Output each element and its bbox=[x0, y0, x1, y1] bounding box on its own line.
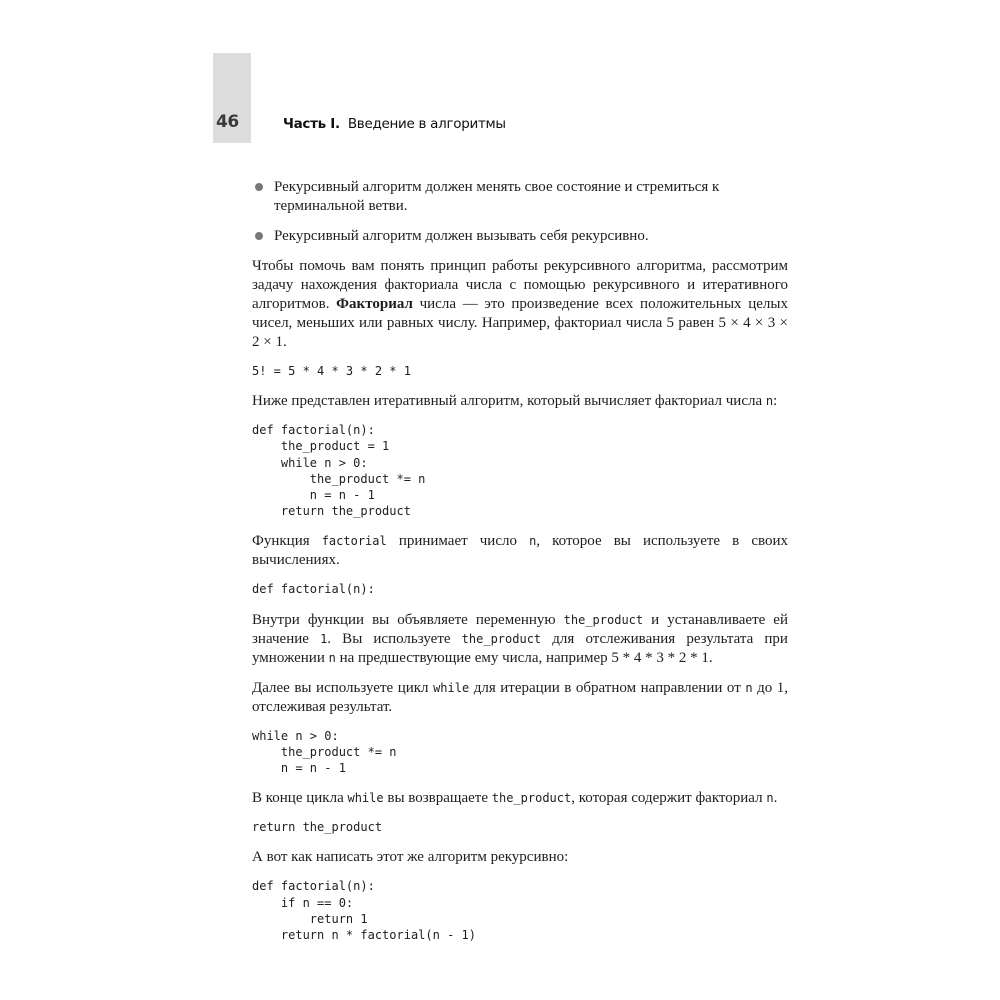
code-return-line: return the_product bbox=[252, 820, 383, 835]
part-title: Введение в алгоритмы bbox=[347, 116, 506, 132]
term-factorial: Факториал bbox=[336, 296, 413, 312]
function-paragraph: Функция factorial принимает число n, которое вы используете в своих вычислениях. bbox=[252, 533, 788, 569]
code-def-line: def factorial(n): bbox=[252, 582, 375, 597]
bullet-item: Рекурсивный алгоритм должен менять свое состояние и стремиться к терминальной ветви. bbox=[252, 178, 788, 216]
loop-end-paragraph: В конце цикла while вы возвращаете the_product, которая содержит факториал n. bbox=[252, 790, 778, 807]
intro-paragraph: Чтобы помочь вам понять принцип работы рекурсивного алгоритма, рассмотрим задачу нахождения факториала числа с помощью рекурсивного и итеративного алгоритмов. Факториал числа — это произведение всех положительных целых чисел, меньших или равных числу. Например, факториал числа 5 равен 5 × 4 × 3 × 2 × 1. bbox=[252, 258, 788, 350]
running-head bbox=[283, 116, 506, 132]
bullet-dot-icon bbox=[255, 232, 263, 240]
inside-function-paragraph: Внутри функции вы объявляете переменную the_product и устанавливаете ей значение 1. Вы используете the_product для отслеживания результата при умножении n на предшествующие ему числа, например 5 * 4 * 3 * 2 * 1. bbox=[252, 611, 788, 666]
page-body bbox=[252, 178, 788, 956]
part-label: Часть I. bbox=[283, 116, 340, 132]
iterative-intro-paragraph: Ниже представлен итеративный алгоритм, который вычисляет факториал числа n: bbox=[252, 393, 778, 410]
bullet-dot-icon bbox=[255, 183, 263, 191]
page-number: 46 bbox=[216, 112, 239, 132]
recursive-intro-paragraph: А вот как написать этот же алгоритм рекурсивно: bbox=[252, 849, 569, 866]
code-recursive-factorial: def factorial(n): if n == 0: return 1 return n * factorial(n - 1) bbox=[252, 879, 476, 943]
code-factorial-expression: 5! = 5 * 4 * 3 * 2 * 1 bbox=[252, 364, 411, 378]
code-iterative-factorial: def factorial(n): the_product = 1 while n > 0: the_product *= n n = n - 1 return the_product bbox=[252, 423, 426, 519]
code-while-loop: while n > 0: the_product *= n n = n - 1 bbox=[252, 728, 397, 776]
loop-paragraph: Далее вы используете цикл while для итерации в обратном направлении от n до 1, отслеживая результат. bbox=[252, 679, 788, 715]
bullet-item: Рекурсивный алгоритм должен вызывать себя рекурсивно. bbox=[252, 227, 788, 246]
